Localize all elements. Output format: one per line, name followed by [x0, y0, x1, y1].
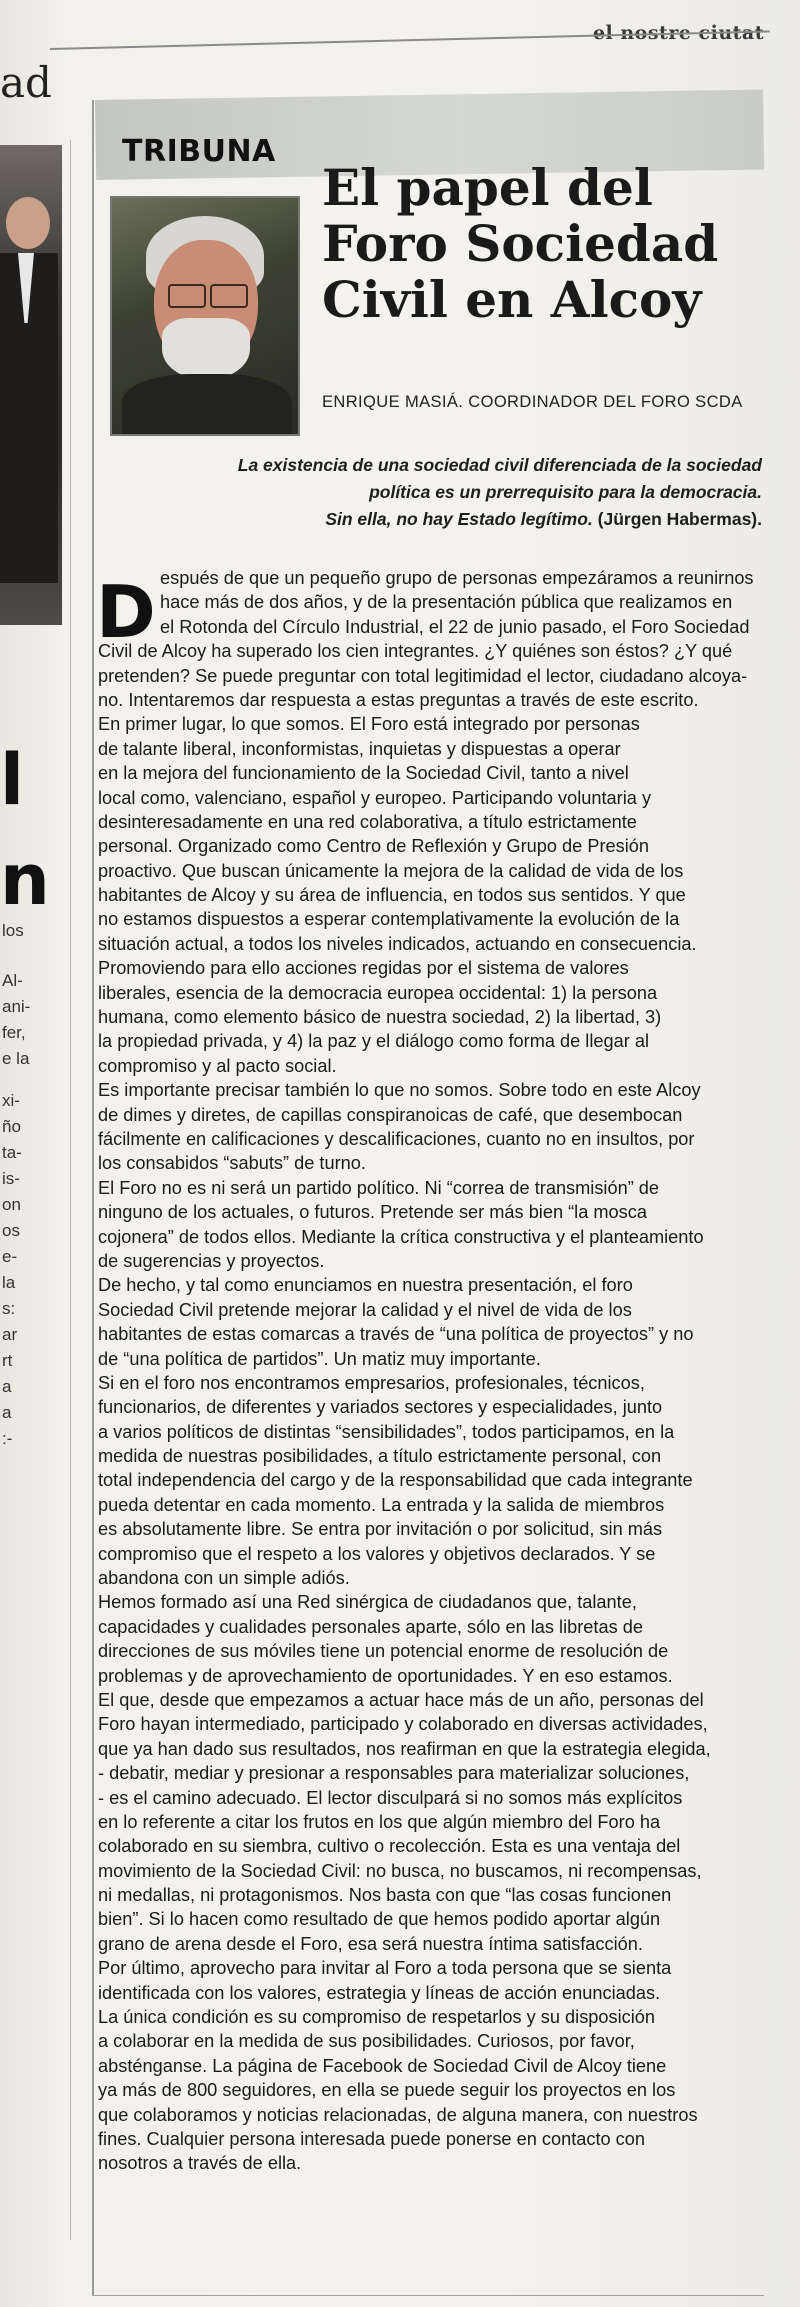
body-line: desinteresadamente en una red colaborativa, a título estrictamente [98, 811, 637, 832]
section-header: el nostre ciutat [592, 22, 764, 44]
body-line: En primer lugar, lo que somos. El Foro está integrado por personas [98, 714, 640, 735]
body-line: situación actual, a todos los niveles indicados, actuando en consecuencia. [98, 933, 697, 954]
body-line: bien”. Si lo hacen como resultado de que hemos podido aportar algún [98, 1909, 661, 1930]
body-line: a colaborar en la medida de sus posibilidades. Curiosos, por favor, [98, 2031, 635, 2052]
body-line: identificada con los valores, estrategia y líneas de acción enunciadas. [98, 1982, 661, 2003]
article-bottom-rule [92, 2295, 764, 2296]
neighbour-text-fragment: Al- ani- fer, e la [2, 971, 31, 1068]
body-line: funcionarios, de diferentes y variados sectores y especialidades, junto [98, 1397, 663, 1418]
portrait-glasses [210, 284, 248, 308]
body-line: personal. Organizado como Centro de Reflexión y Grupo de Presión [98, 836, 649, 857]
body-line: pretenden? Se puede preguntar con total legitimidad el lector, ciudadano alcoya- [98, 665, 748, 686]
body-line: cojonera” de todos ellos. Mediante la crítica constructiva y el planteamiento [98, 1226, 704, 1247]
body-line: movimiento de la Sociedad Civil: no busca, no buscamos, ni recompensas, [98, 1860, 702, 1881]
portrait-jacket [122, 374, 292, 436]
person-head [6, 197, 50, 249]
body-line: liberales, esencia de la democracia europea occidental: 1) la persona [98, 982, 658, 1003]
body-line: en la mejora del funcionamiento de la Sociedad Civil, tanto a nivel [98, 763, 629, 784]
body-line: en lo referente a citar los frutos en los que algún miembro del Foro ha [98, 1811, 661, 1832]
neighbour-text-fragment: los [2, 921, 24, 940]
body-line: direcciones de sus móviles tiene un potencial enorme de resolución de [98, 1641, 669, 1662]
body-line: Sociedad Civil pretende mejorar la calidad y el nivel de vida de los [98, 1299, 632, 1320]
body-line: absténganse. La página de Facebook de Sociedad Civil de Alcoy tiene [98, 2055, 667, 2076]
body-line: habitantes de estas comarcas a través de “una política de proyectos” y no [98, 1324, 694, 1345]
body-line: humana, como elemento básico de nuestra sociedad, 2) la libertad, 3) [98, 1007, 662, 1028]
body-line: que ya han dado sus resultados, nos reafirman en que la estrategia elegida, [98, 1738, 711, 1759]
quote-line [150, 506, 762, 533]
neighbour-photo [0, 145, 62, 625]
body-line: De hecho, y tal como enunciamos en nuestra presentación, el foro [98, 1275, 633, 1296]
body-line: grano de arena desde el Foro, esa será nuestra íntima satisfacción. [98, 1933, 643, 1954]
body-line: de talante liberal, inconformistas, inquietas y dispuestas a operar [98, 738, 621, 759]
body-line: de “una política de partidos”. Un matiz muy importante. [98, 1348, 541, 1369]
body-line: no. Intentaremos dar respuesta a estas preguntas a través de este escrito. [98, 689, 699, 710]
body-line: el Rotonda del Círculo Industrial, el 22 de junio pasado, el Foro Sociedad [160, 616, 750, 637]
quote-line: política es un prerrequisito para la democracia. [369, 482, 762, 502]
body-line: la propiedad privada, y 4) la paz y el diálogo como forma de llegar al [98, 1031, 649, 1052]
body-line: Civil de Alcoy ha superado los cien integrantes. ¿Y quiénes son éstos? ¿Y qué [98, 641, 733, 662]
body-line: es absolutamente libre. Se entra por invitación o por solicitud, sin más [98, 1519, 663, 1540]
body-line: a varios políticos de distintas “sensibilidades”, todos participamos, en la [98, 1421, 675, 1442]
article-title: El papel del Foro Sociedad Civil en Alcoy [322, 158, 719, 329]
body-line: los consabidos “sabuts” de turno. [98, 1153, 366, 1174]
body-line: Hemos formado así una Red sinérgica de ciudadanos que, talante, [98, 1592, 637, 1613]
body-line: abandona con un simple adiós. [98, 1568, 350, 1589]
article-body [98, 566, 770, 2176]
body-line: compromiso y al pacto social. [98, 1055, 337, 1076]
author-portrait [110, 196, 300, 436]
body-line: ninguno de los actuales, o futuros. Pretende ser más bien “la mosca [98, 1202, 647, 1223]
body-line: medida de nuestras posibilidades, a título estrictamente personal, con [98, 1446, 662, 1467]
body-line: de dimes y diretes, de capillas conspiranoicas de café, que desembocan [98, 1104, 683, 1125]
body-line: La única condición es su compromiso de respetarlos y su disposición [98, 2007, 656, 2028]
body-line: habitantes de Alcoy y su área de influencia, en todos sus sentidos. Y que [98, 885, 686, 906]
body-line: - debatir, mediar y presionar a responsables para materializar soluciones, [98, 1763, 690, 1784]
body-line: ni medallas, ni protagonismos. Nos basta con que “las cosas funcionen [98, 1885, 672, 1906]
body-line: de sugerencias y proyectos. [98, 1250, 325, 1271]
body-line: total independencia del cargo y de la responsabilidad que cada integrante [98, 1470, 693, 1491]
body-line: pueda detentar en cada momento. La entrada y la salida de miembros [98, 1494, 665, 1515]
drop-cap: D [96, 570, 156, 654]
body-line: El que, desde que empezamos a actuar hace más de un año, personas del [98, 1689, 704, 1710]
body-line: Es importante precisar también lo que no somos. Sobre todo en este Alcoy [98, 1080, 701, 1101]
article-tag: TRIBUNA [122, 134, 276, 169]
body-line: local como, valenciano, español y europeo. Participando voluntaria y [98, 787, 652, 808]
previous-section-fragment: ad [0, 58, 52, 107]
epigraph-quote [150, 452, 762, 533]
body-line: El Foro no es ni será un partido político. Ni “correa de transmisión” de [98, 1177, 660, 1198]
body-line: colaborado en su siembra, cultivo o recolección. Esta es una ventaja del [98, 1836, 681, 1857]
body-line: que colaboramos y noticias relacionadas, de alguna manera, con nuestros [98, 2104, 698, 2125]
body-line: problemas y de aprovechamiento de oportunidades. Y en eso estamos. [98, 1665, 673, 1686]
body-line: Por último, aprovecho para invitar al Foro a toda persona que se sienta [98, 1958, 672, 1979]
quote-author: (Jürgen Habermas). [597, 509, 762, 529]
body-line: Foro hayan intermediado, participado y colaborado en diversas actividades, [98, 1714, 708, 1735]
body-line: capacidades y cualidades personales aparte, sólo en las libretas de [98, 1616, 643, 1637]
article-byline: ENRIQUE MASIÁ. COORDINADOR DEL FORO SCDA [322, 393, 743, 411]
body-line: fácilmente en calificaciones y descalificaciones, cuanto no en insultos, por [98, 1128, 695, 1149]
neighbour-headline-letter: n [0, 839, 50, 921]
neighbour-headline-letter: l [0, 739, 24, 821]
body-line: espués de que un pequeño grupo de personas empezáramos a reunirnos [160, 568, 754, 588]
body-line: - es el camino adecuado. El lector disculpará si no somos más explícitos [98, 1787, 683, 1808]
quote-line: La existencia de una sociedad civil diferenciada de la sociedad [237, 455, 762, 475]
body-line: hace más de dos años, y de la presentación pública que realizamos en [160, 592, 733, 613]
body-line: nosotros a través de ella. [98, 2153, 302, 2174]
body-line: no estamos dispuestos a esperar contemplativamente la evolución de la [98, 909, 680, 930]
portrait-beard [162, 318, 250, 380]
body-line: proactivo. Que buscan únicamente la mejora de la calidad de vida de los [98, 860, 684, 881]
body-line: fines. Cualquier persona interesada puede ponerse en contacto con [98, 2129, 646, 2149]
quote-text: Sin ella, no hay Estado legítimo. [325, 509, 593, 529]
portrait-glasses [168, 284, 206, 308]
column-divider [70, 140, 71, 2240]
body-line: compromiso que el respeto a los valores y objetivos declarados. Y se [98, 1543, 656, 1564]
body-line: Si en el foro nos encontramos empresarios, profesionales, técnicos, [98, 1372, 645, 1393]
body-line: ya más de 800 seguidores, en ella se puede seguir los proyectos en los [98, 2080, 676, 2101]
neighbour-text-fragment: xi- ño ta- is- on os e- la s: ar rt a a :- [2, 1091, 22, 1448]
body-line: Promoviendo para ello acciones regidas por el sistema de valores [98, 958, 629, 979]
